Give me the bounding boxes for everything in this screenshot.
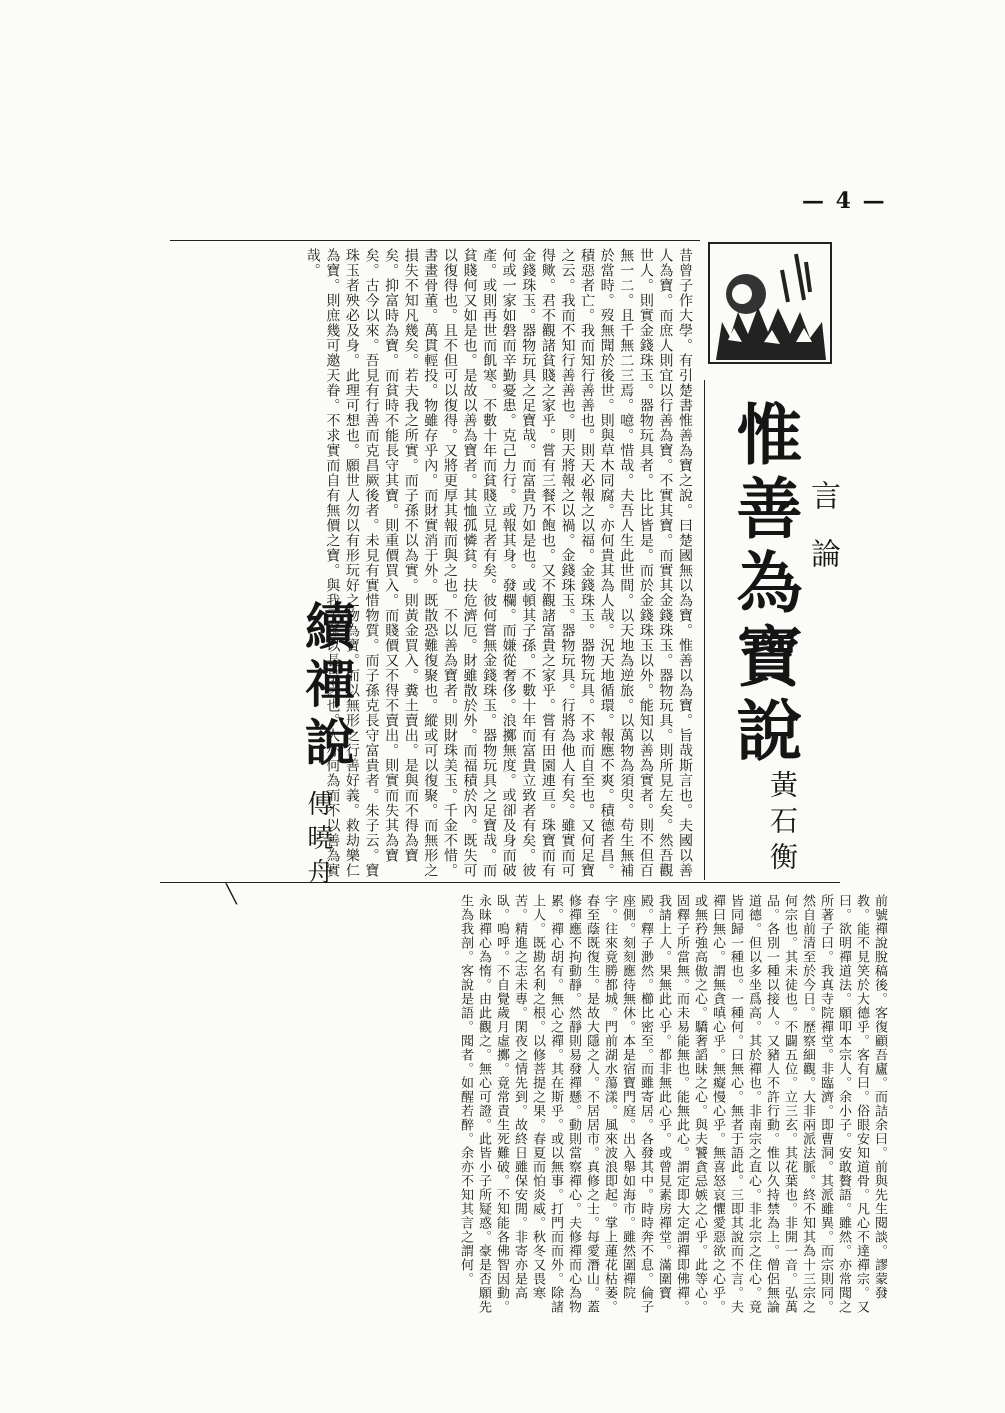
margin-mark: ╲	[226, 884, 237, 905]
middle-rule	[160, 882, 840, 883]
top-rule	[170, 240, 700, 241]
emblem-illustration	[708, 242, 832, 364]
column-rule	[704, 380, 705, 880]
article1-body: 昔曾子作大學。有引楚書惟善為寶之說。曰楚國無以為寶。惟善以為寶。旨哉斯言也。夫國以善人為寶。而庶人則宜以行善為寶。不實其寶。而實其金錢珠玉。器物玩具。則所見左矣。然吾觀世人。則實金錢珠玉。器物玩具者。比比皆是。而於金錢珠玉以外。能知以善為實者。則不但百無一二。且千無二三焉。噫。惜哉。夫吾人生此世間。以天地為逆旅。以萬物為須臾。苟生無補於當時。歿無聞於後世。則與草木同腐。亦何貴其為人哉。況天地循環。報應不爽。積德者昌。積惡者亡。我而知行善善也。則天必報之以福。金錢珠玉。器物玩具。不求而自至也。又何足寶之云。我而不知行善善也。則天將報之以禍。金錢珠玉。器物玩具。行將為他人有矣。雖實而可得歟。君不觀諸貧賤之家乎。嘗有三餐不飽也。又不觀諸富貴之家乎。嘗有田園連亘。珠寶而有金錢珠玉。器物玩具之足寶哉。而富貴乃如是也。或頓其子孫。不數十年而富貴立致者有矣。彼何或一家如磐而辛勤憂患。克己力行。或報其身。發欄。而嫌從奢侈。浪擲無度。或卻及身而破產。或則再世而飢寒。不數十年而貧賤立見者有矣。彼何嘗無金錢珠玉。器物玩具之足寶哉。而貧賤何又如是也。是故以善為寶者。其恤孤憐貧。扶危濟厄。財雖散於外。而福積於內。既失可以復得也。且不但可以復得。又將更厚其報而與之也。不以善為寶者。則財珠美玉。千金不惜。書畫骨董。萬貫輕投。物雖存乎內。而財實消于外。既散恐難復聚也。縱或可以復聚。而無形之損失不知凡幾矣。若夫我之所實。而子孫不以為實。則黃金買入。糞土賣出。是與而不得為寶矣。抑富時為寶。而貧時不能長守其寶。則重價買入。而賤價又不得不賣出。則實而失其為寶矣。古今以來。吾見有行善而克昌厥後者。未見有實惜物質。而子孫克長守富貴者。朱子云。寶珠玉者殃必及身。此理可想也。願世人勿以有形玩好之物為寶。而以無形之行善好義。救劫樂仁為寶。則庶幾可邀天眷。不求實而自有無價之寶。與我子孫以長享之也。人亦何為而不以善為實哉。	[304, 248, 693, 878]
article2-body: 前號禪說脫稿後。客復顧吾廬。而詰余曰。前與先生閱談。謬蒙發教。能不見笑於大德乎。客有曰。俗眼安知道骨。凡心不達禪宗。又曰。欲明禪道法。願叩本宗人。余小子。安敢贅語。雖然。亦常聞之所著子曰。我真寺院禪堂。非臨濟。即曹洞。其派雖異。而宗則同。然自前清至於今日。歷察細觀。大非兩派法脈。終不知其為十三宗之何宗也。其未徒也。不闢五位。立三玄。其花葉也。非開一音。弘萬品。各別一種以接人。又豬人不許行動。惟以久持禁為上。僧侶無論道德。但以多坐爲高。其於禪也。非南宗之直心。非北宗之住心。竟皆同歸一種也。一種何。曰無心。無者于語此。三即其說而不言。夫禪曰無心。謂無貪嗔心乎。無癡慢心乎。無喜怒哀懼愛惡欲之心乎。或無矜強高傲之心。驕奢謟昧之心。與夫饕貪忌嫉之心乎。此等心。固釋子所當無。而未易能無也。能無此心。謂定即大定謂禪即佛禪。我請上人。果無此心乎。都非無此心乎。或曾見素房禪堂。滿圍寶殿。釋子渺然。櫛比密至。而雖寄居。各發其中。時時奔不息。倫子座側。刻刻應待無休。本是宿寶門庭。出入舉如海市。雖然圍禪院字。往來竟勝都城。門前湖水蕩漾。風來波浪即起。掌上蓮花枯萎。春至蔭既復生。是故大隱之人。不居居市。真修之士。每愛潛山。蓋修禪應不拘動靜。然靜則易發禪懸。動則當察禪心。夫修禪而心為物累。禪心胡有。無心之禪。其在斯乎。或以無事。打門而而外。除諸上人。既勘名利之根。以修菩提之果。春夏而怕炎威。秋冬又畏寒苦。精進之志未專。閑夜之情先到。故終日雖保安閒。非寄亦是高臥。嗚呼。不自覺歲月虛擲。竟常責生死難破。不知能各佛智因動。永昧禪心為惰。由此觀之。無心可證。此皆小子所疑惑。豪是否願先生為我剖。客說是語。聞者。如醒若醉。余亦不知其言之謂何。	[458, 894, 887, 1314]
section-label: 言論	[805, 480, 840, 596]
article2-title: 續禪說	[297, 600, 356, 774]
page-number: — 4 —	[802, 188, 887, 214]
article2-author: 傅曉舟	[303, 790, 333, 892]
article1-title: 惟善為寶說	[725, 400, 803, 770]
article1-author: 黃石衡	[766, 770, 799, 878]
